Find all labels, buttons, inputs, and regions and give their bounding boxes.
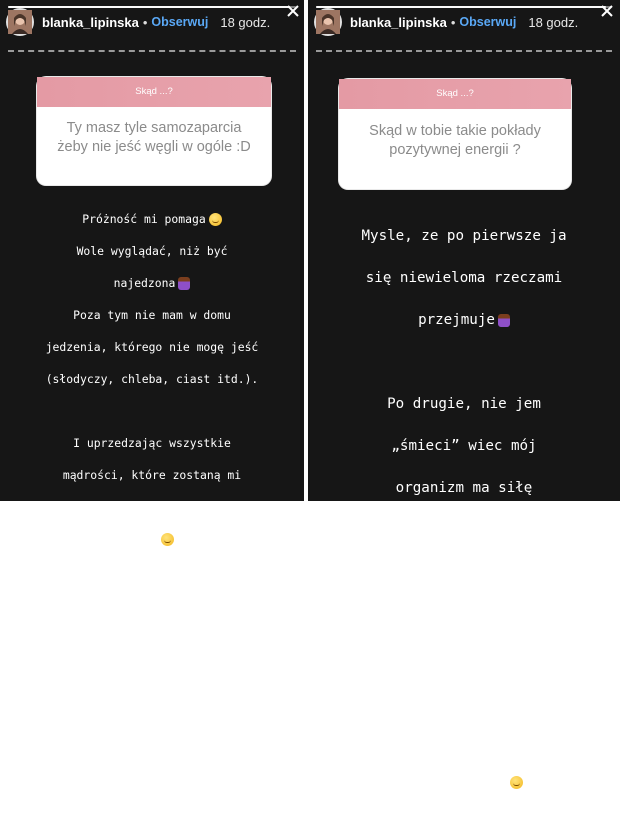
answer-line: Poza tym nie mam w domu [73,308,231,322]
answer-line: energią. [429,564,499,580]
answer-line: genetyce jak moja, wyglądałabym [45,596,259,610]
answer-line: łykam Licur7000 i to [378,690,550,706]
story-header [0,4,304,40]
answer-line: jeść [0,531,304,547]
username[interactable]: blanka_lipinska [42,14,139,30]
answer-line: „śmieci” wiec mój [391,438,537,454]
answer-line: takiego kopa [308,772,620,793]
answer-line: Nie mogę, bo przy takiej [69,564,235,578]
follow-button[interactable]: Obserwuj [459,15,517,29]
post-time: 18 godz. [528,14,579,30]
answer-line: Mysle, ze po pierwsze ja [361,228,567,244]
answer-line [308,352,620,373]
answer-text [0,195,304,723]
story-header [308,4,620,40]
answer-line: A po trzecie wagonami [374,648,554,664]
question-text: Ty masz tyle samozaparcia żeby nie jeść węgli w ogóle :D [57,120,251,155]
answer-line: węglowodanów. [107,692,197,706]
story-left[interactable] [0,0,304,706]
answer-line: (słodyczy, chleba, ciast itd.). [45,372,259,386]
answer-text [308,205,620,814]
avatar[interactable] [314,8,342,36]
story-right[interactable] [308,0,620,790]
question-sticker-header: Skąd ...? [339,79,571,109]
follow-button[interactable]: Obserwuj [151,15,209,29]
answer-line [0,403,304,419]
question-sticker [339,79,571,189]
answer-line: mądrości, które zostaną mi [62,468,242,482]
answer-line: Wole wyglądać, niż być [76,244,228,258]
answer-line: się niewieloma rzeczami [365,270,563,286]
divider [316,50,612,52]
eye-roll-emoji [161,533,174,546]
answer-line: jak mutant, a poza tym ja zle [52,628,252,642]
separator-dot: • [450,14,456,30]
post-time: 18 godz. [220,14,271,30]
answer-line: Próżność mi pomaga [0,211,304,227]
question-sticker-header: Skąd ...? [37,77,271,107]
answer-line: jedzenia, którego nie mogę jeść [45,340,259,354]
answer-line [308,604,620,625]
answer-line: organizm ma siłę [395,480,533,496]
close-icon[interactable] [286,4,300,18]
close-icon[interactable] [600,4,614,18]
answer-line: wysłane pt. możesz ćwiczyć i [55,500,249,514]
answer-line: I uprzedzając wszystkie [73,436,231,450]
answer-line: kurkumina z vit D daje mi [357,732,571,748]
tongue-face-emoji [510,776,523,789]
answer-line: Po drugie, nie jem [387,396,541,412]
shrug-emoji [178,277,190,290]
question-text: Skąd w tobie takie pokłady pozytywnej energii ? [369,123,541,158]
divider [8,50,296,52]
grimacing-face-emoji [209,213,222,226]
question-sticker [37,77,271,185]
shrug-emoji [498,314,510,327]
answer-line: funkcjonować z większa [370,522,558,538]
username[interactable]: blanka_lipinska [350,14,447,30]
answer-line: się czuje po zjedzeniu [76,660,228,674]
answer-line: najedzona [0,275,304,291]
answer-line: przejmuje [308,310,620,331]
avatar[interactable] [6,8,34,36]
separator-dot: • [142,14,148,30]
